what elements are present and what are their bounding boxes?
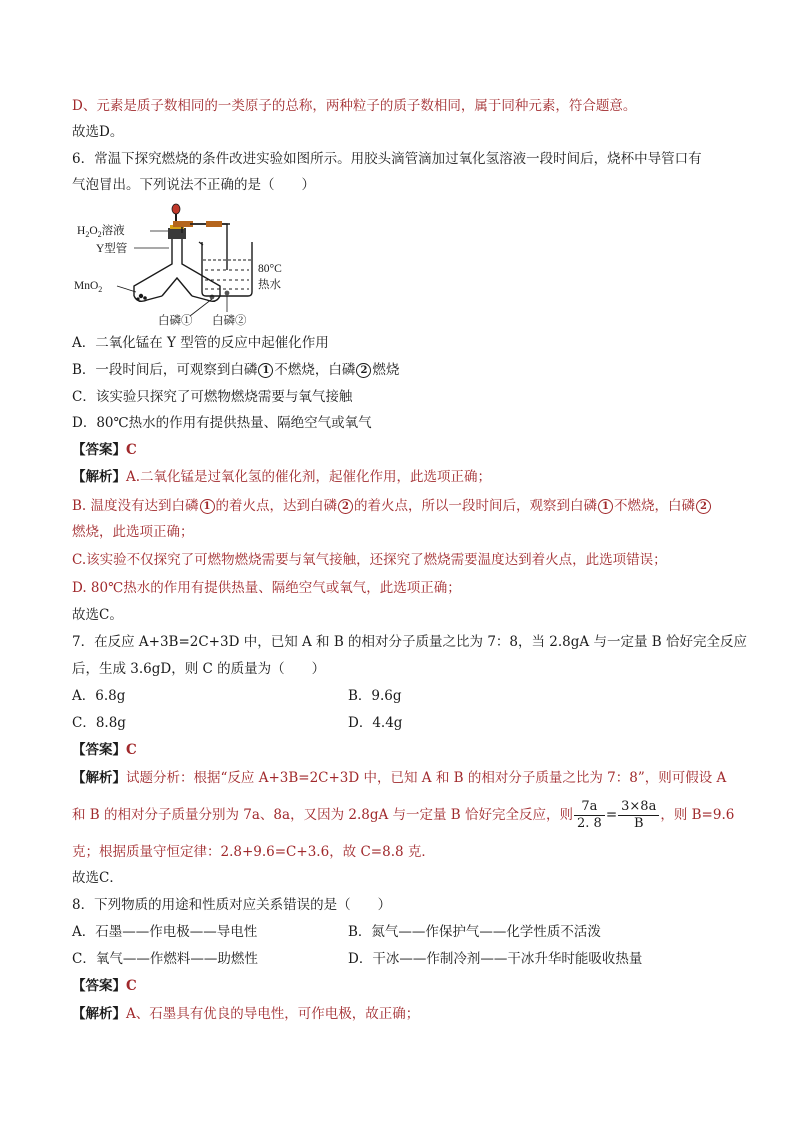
- circle-number-icon: 1: [200, 499, 215, 514]
- fraction-7a-over-2.8: $\frac{7a}{2. 8}$: [574, 799, 605, 832]
- fraction-3x8a-over-b: $\frac{3\times 8a}{B}$: [618, 799, 659, 832]
- q8-option-c: C．氧气——作燃料——助燃性: [72, 951, 258, 967]
- q7-option-a: A．6.8g: [72, 688, 126, 704]
- label-y-tube: Y型管: [96, 243, 128, 255]
- q6-option-b: B．一段时间后，可观察到白磷 1 不燃烧，白磷 2 燃烧: [72, 362, 400, 378]
- delivery-tube: [190, 224, 227, 270]
- q6-apparatus-diagram: [72, 200, 302, 328]
- label-white-phosphorus-2: 白磷②: [212, 315, 247, 327]
- q7-option-b: B．9.6g: [348, 688, 402, 704]
- q8-option-b: B．氮气——作保护气——化学性质不活泼: [348, 924, 601, 940]
- q6-stem-line-2: 气泡冒出。下列说法不正确的是（ ）: [72, 177, 315, 193]
- q8-answer: 【答案】C: [72, 978, 137, 994]
- q8-option-d: D．干冰——作制冷剂——干冰升华时能吸收热量: [348, 951, 643, 967]
- q6-option-d: D．80℃热水的作用有提供热量、隔绝空气或氧气: [72, 415, 372, 431]
- q5-choose: 故选D。: [72, 124, 124, 140]
- q7-answer: 【答案】C: [72, 742, 137, 758]
- q6-choose: 故选C。: [72, 607, 123, 623]
- q6-option-a: A．二氧化锰在 Y 型管的反应中起催化作用: [72, 335, 329, 351]
- q7-stem-line-1: 7．在反应 A+3B=2C+3D 中，已知 A 和 B 的相对分子质量之比为 7：8，当 2.8gA 与一定量 B 恰好完全反应: [72, 634, 747, 650]
- q6-answer: 【答案】C: [72, 442, 137, 458]
- label-80c: 80°C: [258, 263, 282, 275]
- circle-number-icon: 1: [598, 499, 613, 514]
- q7-option-d: D．4.4g: [348, 715, 403, 731]
- circle-number-icon: 2: [338, 499, 353, 514]
- label-h2o2-solution: $H_2O_2$溶液: [77, 225, 125, 239]
- q7-analysis-line-2: 和 B 的相对分子质量分别为 7a、8a，又因为 2.8gA 与一定量 B 恰好完全反应，则 $\frac{7a}{2. 8}$ = $\frac{3\times 8a}{B}$ ，则 B=9.6: [72, 799, 735, 831]
- q6-analysis-c: C.该实验不仅探究了可燃物燃烧需要与氧气接触，还探究了燃烧需要温度达到着火点，此选项错误；: [72, 552, 667, 568]
- q7-option-c: C．8.8g: [72, 715, 126, 731]
- dropper-bulb: [172, 204, 180, 214]
- q6-stem-line-1: 6．常温下探究燃烧的条件改进实验如图所示。用胶头滴管滴加过氧化氢溶液一段时间后，烧杯中导管口有: [72, 151, 702, 167]
- q8-analysis-a: 【解析】A、石墨具有优良的导电性，可作电极，故正确；: [72, 1006, 420, 1022]
- q5-option-d-explanation: D、元素是质子数相同的一类原子的总称，两种粒子的质子数相同，属于同种元素，符合题意。: [72, 98, 637, 114]
- q7-analysis-line-1: 【解析】试题分析：根据“反应 A+3B=2C+3D 中，已知 A 和 B 的相对分子质量之比为 7：8”，则可假设 A: [72, 770, 727, 786]
- label-mno2: MnO$_2$: [74, 280, 103, 294]
- q8-option-a: A．石墨——作电极——导电性: [72, 924, 258, 940]
- q6-analysis-a: 【解析】A.二氧化锰是过氧化氢的催化剂，起催化作用，此选项正确；: [72, 469, 492, 485]
- white-phosphorus-2: [225, 291, 230, 296]
- rubber-connector-2: [206, 221, 222, 227]
- q7-analysis-line-3: 克；根据质量守恒定律：2.8+9.6=C+3.6，故 C=8.8 克．: [72, 844, 435, 860]
- q7-stem-line-2: 后，生成 3.6gD，则 C 的质量为（ ）: [72, 661, 326, 677]
- label-hot-water: 热水: [258, 279, 281, 291]
- q6-analysis-b-cont: 燃烧，此选项正确；: [72, 524, 194, 540]
- circle-number-icon: 2: [356, 363, 371, 378]
- circle-number-icon: 1: [258, 363, 273, 378]
- label-white-phosphorus-1: 白磷①: [158, 315, 193, 327]
- q7-choose: 故选C．: [72, 870, 123, 886]
- y-tube: [134, 239, 220, 296]
- q6-option-c: C．该实验只探究了可燃物燃烧需要与氧气接触: [72, 389, 353, 405]
- q6-analysis-b: B. 温度没有达到白磷 1 的着火点，达到白磷 2 的着火点，所以一段时间后，观察到白磷 1 不燃烧，白磷 2: [72, 496, 712, 516]
- q6-analysis-d: D. 80℃热水的作用有提供热量、隔绝空气或氧气，此选项正确；: [72, 580, 461, 596]
- stopper: [168, 228, 186, 239]
- circle-number-icon: 2: [696, 499, 711, 514]
- q8-stem: 8．下列物质的用途和性质对应关系错误的是（ ）: [72, 897, 392, 913]
